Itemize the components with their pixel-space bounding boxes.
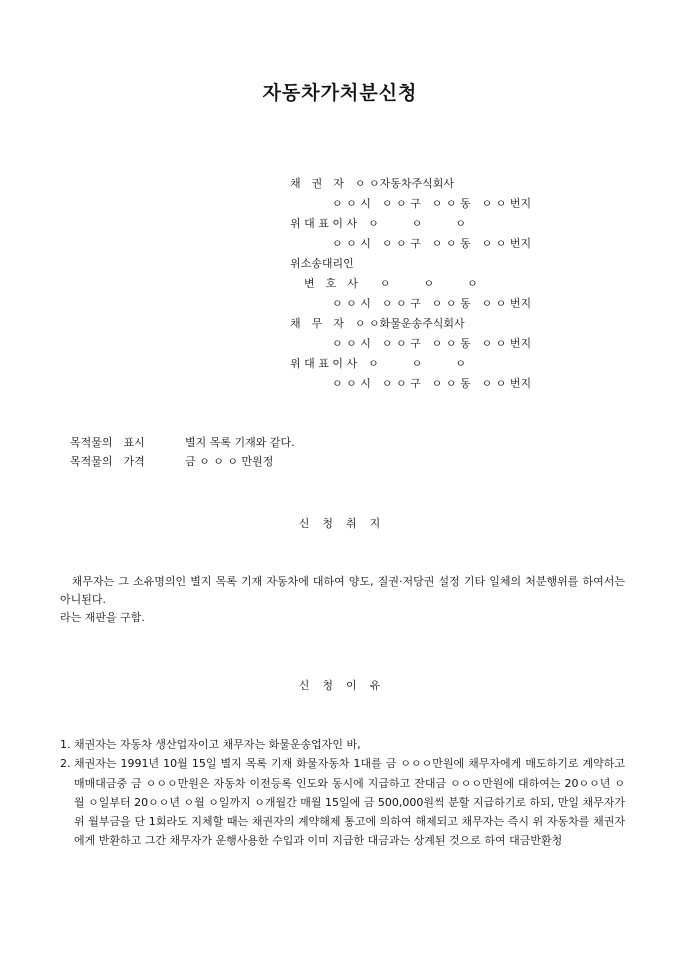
- debtor-line: 채 무 자 ㅇ ㅇ화물운송주식회사: [290, 317, 465, 330]
- parties-block: [290, 174, 590, 394]
- object-display-value: 별지 목록 기재와 같다.: [185, 436, 295, 449]
- object-items: [70, 433, 295, 471]
- list-item-text: 채권자는 자동차 생산업자이고 채무자는 화물운송업자인 바,: [74, 738, 361, 751]
- attorney-label: 위소송대리인: [290, 257, 354, 270]
- list-item: [60, 735, 625, 754]
- attorney-line: 변 호 사 ㅇ ㅇ ㅇ: [304, 277, 478, 290]
- debtor-representative-address: ㅇ ㅇ 시 ㅇ ㅇ 구 ㅇ ㅇ 동 ㅇ ㅇ 번지: [332, 377, 532, 390]
- list-item-number: 2.: [60, 757, 71, 771]
- list-item-text: 채권자는 1991년 10월 15일 별지 목록 기재 화물자동차 1대를 금 ㅇㅇㅇ만원에 채무자에게 매도하기로 계약하고 매매대금중 금 ㅇㅇㅇ만원은 자동차 이전등록 인도와 동시에 지급하고 잔대금 ㅇㅇㅇ만원에 대하여는 20ㅇㅇ년 ㅇ월 ㅇ일부터 20ㅇㅇ년 ㅇ월 ㅇ일까지 ㅇ개월간 매월 15일에 금 500,000원씩 분할 지급하기로 하되, 만일 채무자가 위 월부금을 단 1회라도 지체할 때는 채권자의 계약해제 통고에 의하여 해제되고 채무자는 즉시 위 자동차를 채권자에게 반환하고 그간 채무자가 운행사용한 수입과 이미 지급한 대금과는 상계된 것으로 하여 대금반환청: [74, 757, 625, 848]
- object-price-value: 금 ㅇ ㅇ ㅇ 만원정: [185, 455, 274, 468]
- object-price-label: 목적물의 가격: [70, 455, 145, 468]
- list-item: [60, 754, 625, 850]
- creditor-representative-address: ㅇ ㅇ 시 ㅇ ㅇ 구 ㅇ ㅇ 동 ㅇ ㅇ 번지: [332, 237, 532, 250]
- purpose-closing: 라는 재판을 구함.: [60, 611, 145, 624]
- debtor-representative: 위 대 표 이 사 ㅇ ㅇ ㅇ: [290, 357, 466, 370]
- purpose-paragraph: [60, 573, 625, 627]
- creditor-line: 채 권 자 ㅇ ㅇ자동차주식회사: [290, 177, 455, 190]
- purpose-text: 채무자는 그 소유명의인 별지 목록 기재 자동차에 대하여 양도, 질권·저당권 설정 기타 일체의 처분행위를 하여서는 아니된다.: [60, 575, 625, 606]
- section-heading-reasons: 신 청 이 유: [298, 679, 382, 692]
- attorney-address: ㅇ ㅇ 시 ㅇ ㅇ 구 ㅇ ㅇ 동 ㅇ ㅇ 번지: [332, 297, 532, 310]
- object-price-row: [70, 452, 295, 471]
- list-item-number: 1.: [60, 738, 71, 751]
- object-display-row: [70, 433, 295, 452]
- document-title: 자동차가처분신청: [262, 82, 418, 104]
- creditor-representative: 위 대 표 이 사 ㅇ ㅇ ㅇ: [290, 217, 466, 230]
- section-heading-purpose: 신 청 취 지: [298, 517, 382, 530]
- reasons-list: [60, 735, 625, 851]
- debtor-address: ㅇ ㅇ 시 ㅇ ㅇ 구 ㅇ ㅇ 동 ㅇ ㅇ 번지: [332, 337, 532, 350]
- creditor-address: ㅇ ㅇ 시 ㅇ ㅇ 구 ㅇ ㅇ 동 ㅇ ㅇ 번지: [332, 197, 532, 210]
- object-display-label: 목적물의 표시: [70, 436, 145, 449]
